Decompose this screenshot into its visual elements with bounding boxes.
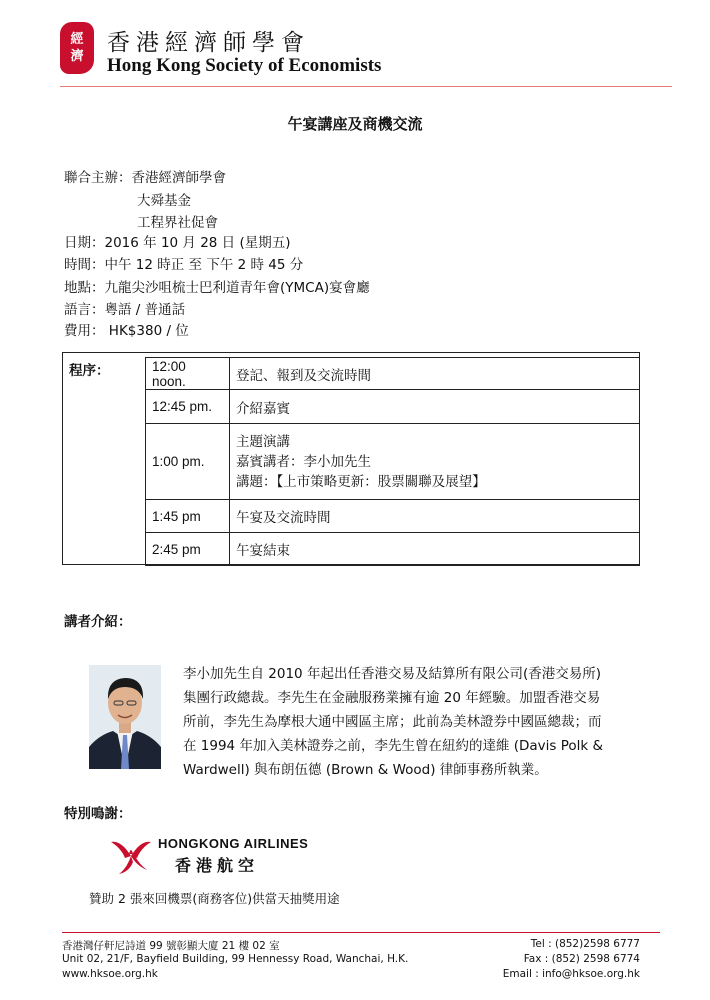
programme-label: 程序： <box>69 363 110 379</box>
programme-time: 12:00 noon. <box>146 358 230 390</box>
org-name-chinese: 香港經濟師學會 <box>107 30 310 56</box>
footer-website-link[interactable]: www.hksoe.org.hk <box>62 968 158 980</box>
organizer-3-line <box>64 211 218 231</box>
programme-item-line: 講題：【上市策略更新：股票關聯及展望】 <box>236 473 486 490</box>
programme-time: 12:45 pm. <box>146 390 230 424</box>
sponsor-name-english: HONGKONG AIRLINES <box>158 836 309 851</box>
organizer-3: 工程界社促會 <box>137 215 218 231</box>
event-venue: 地點：九龍尖沙咀梳士巴利道青年會(YMCA)宴會廳 <box>64 280 370 296</box>
event-title: 午宴講座及商機交流 <box>287 115 423 133</box>
portrait-image <box>89 665 161 769</box>
organizer-2-line <box>64 189 191 209</box>
table-row <box>146 358 640 390</box>
programme-item-line: 主題演講 <box>236 433 290 450</box>
thanks-heading: 特別鳴謝： <box>64 806 132 822</box>
sponsor-note: 贊助 2 張來回機票(商務客位)供當天抽獎用途 <box>89 891 340 906</box>
programme-item: 登記、報到及交流時間 <box>230 358 640 390</box>
bio-line: 集團行政總裁。李先生在金融服務業擁有逾 20 年經驗。加盟香港交易 <box>183 690 601 706</box>
footer-fax: Fax : (852) 2598 6774 <box>523 953 640 965</box>
event-date: 日期：2016 年 10 月 28 日 (星期五) <box>64 235 291 251</box>
header-divider <box>60 86 672 87</box>
table-row <box>146 500 640 533</box>
society-seal-logo <box>60 22 94 74</box>
event-language: 語言：粵語 / 普通話 <box>64 302 186 318</box>
footer-divider <box>62 932 660 933</box>
organizer-2: 大舜基金 <box>137 193 191 209</box>
bio-line: 所前，李先生為摩根大通中國區主席；此前為美林證券中國區總裁；而 <box>183 714 602 730</box>
organizers-line <box>64 166 226 186</box>
event-fee: 費用： HK$380 / 位 <box>64 323 189 339</box>
seal-char-1: 經 <box>70 32 84 47</box>
bio-line: 在 1994 年加入美林證券之前，李先生曾在紐約的達維 (Davis Polk & <box>183 738 604 754</box>
organizer-1: 香港經濟師學會 <box>131 170 226 186</box>
bio-line: Wardwell) 與布朗伍德 (Brown & Wood) 律師事務所執業。 <box>183 762 548 778</box>
table-row <box>146 533 640 566</box>
programme-table <box>145 357 640 566</box>
speaker-heading: 講者介紹： <box>64 614 132 630</box>
programme-item: 午宴結束 <box>230 533 640 566</box>
programme-time: 2:45 pm <box>146 533 230 566</box>
footer-tel: Tel : (852)2598 6777 <box>530 938 640 950</box>
event-time: 時間：中午 12 時正 至 下午 2 時 45 分 <box>64 257 304 273</box>
footer-address-chinese: 香港灣仔軒尼詩道 99 號彰顯大廈 21 樓 02 室 <box>62 940 280 952</box>
bio-line: 李小加先生自 2010 年起出任香港交易及結算所有限公司(香港交易所) <box>183 666 601 682</box>
programme-item: 午宴及交流時間 <box>230 500 640 533</box>
table-row <box>146 390 640 424</box>
programme-time: 1:00 pm. <box>146 424 230 500</box>
org-name-english: Hong Kong Society of Economists <box>107 55 382 76</box>
programme-item <box>230 424 640 500</box>
programme-item: 介紹嘉賓 <box>230 390 640 424</box>
programme-time: 1:45 pm <box>146 500 230 533</box>
seal-char-2: 濟 <box>70 49 84 64</box>
speaker-bio <box>183 662 633 782</box>
table-row <box>146 424 640 500</box>
footer-address-english: Unit 02, 21/F, Bayfield Building, 99 Hennessy Road, Wanchai, H.K. <box>62 953 409 965</box>
programme-item-line: 嘉賓講者：李小加先生 <box>236 453 371 470</box>
footer-email-link[interactable]: Email : info@hksoe.org.hk <box>502 968 640 980</box>
airline-logo-icon <box>107 836 155 876</box>
speaker-portrait <box>89 665 161 769</box>
sponsor-name-chinese: 香港航空 <box>175 856 260 875</box>
organizers-label: 聯合主辦： <box>64 170 132 186</box>
